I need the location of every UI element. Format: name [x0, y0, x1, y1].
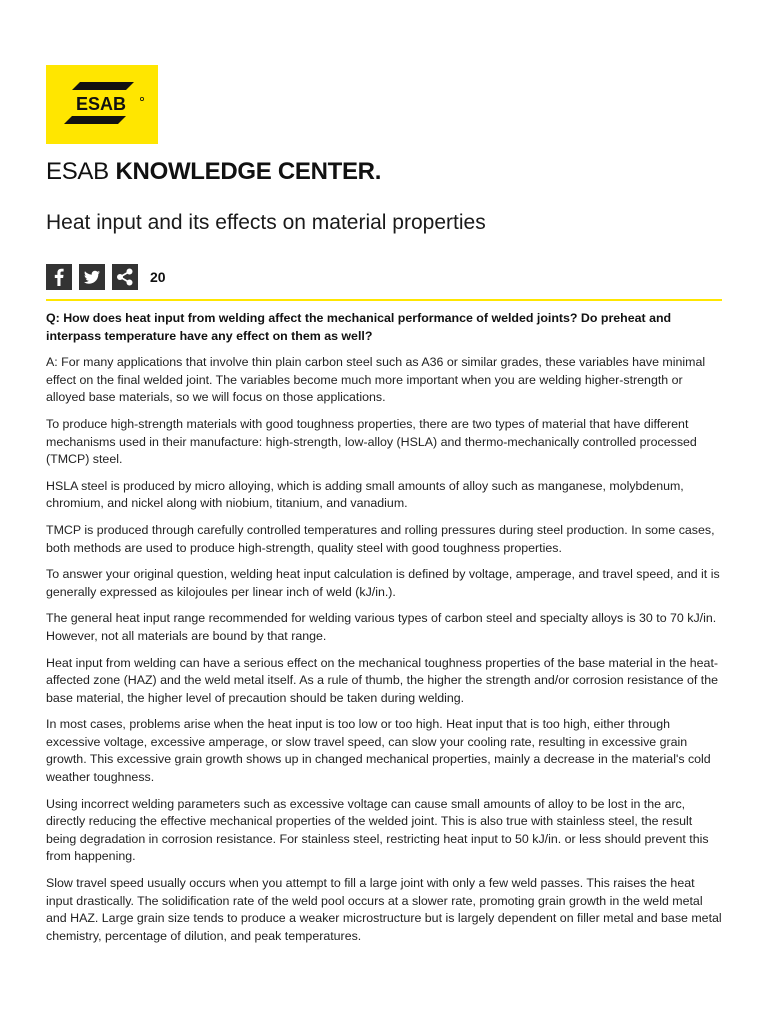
facebook-share-button[interactable] [46, 264, 72, 290]
body-paragraph: HSLA steel is produced by micro alloying, which is adding small amounts of alloy such as manganese, molybdenum, chromium, and nickel along with niobium, titanium, and vanadium. [46, 478, 684, 511]
body-paragraph: Slow travel speed usually occurs when you attempt to fill a large joint with only a few weld passes. This raises the heat input drastically. The solidification rate of the weld pool occurs at a slower rate, promoting grain growth in the weld metal and HAZ. Large grain size tends to produce a weaker microstructure but is largely dependent on filler metal and base metal chemistry, percentage of dilution, and peak temperatures. [46, 876, 722, 943]
esab-logo-text: ESAB [75, 94, 127, 114]
answer-paragraph: A: For many applications that involve thin plain carbon steel such as A36 or similar grades, these variables have minimal effect on the final welded joint. The variables become much more important when you are welding higher-strength or alloyed base materials, so we will focus on those applications. [46, 355, 706, 405]
yellow-divider [46, 299, 722, 301]
knowledge-center-heading: KNOWLEDGE CENTER. [115, 158, 382, 185]
body-paragraph: To answer your original question, welding heat input calculation is defined by voltage, amperage, and travel speed, and it is generally expressed as kilojoules per linear inch of weld (kJ/in.). [46, 567, 720, 599]
knowledge-center-prefix: ESAB [46, 158, 109, 185]
twitter-share-button[interactable] [79, 264, 105, 290]
body-paragraph: In most cases, problems arise when the heat input is too low or too high. Heat input that is too high, either through excessive voltage, excessive amperage, or slow travel speed, can slow your cooling rate, resulting in excessive grain growth. This excessive grain growth shows up in changed mechanical properties, mainly a decrease in the material's cold weather toughness. [46, 717, 711, 785]
body-paragraph: TMCP is produced through carefully controlled temperatures and rolling pressures during steel production. In some cases, both methods are used to produce high-strength, quality steel with good toughness properties. [46, 522, 715, 555]
article-body [46, 310, 722, 954]
facebook-icon [46, 264, 72, 290]
share-bar [46, 264, 166, 290]
share-icon [112, 264, 138, 290]
article-title: Heat input and its effects on material properties [46, 211, 486, 234]
knowledge-center-title [46, 156, 381, 188]
esab-logo[interactable] [46, 65, 158, 144]
body-paragraph: The general heat input range recommended for welding various types of carbon steel and specialty alloys is 30 to 70 kJ/in. However, not all materials are bound by that range. [46, 611, 717, 643]
twitter-icon [79, 264, 105, 290]
body-paragraph: Heat input from welding can have a serious effect on the mechanical toughness properties of the base material in the heat-affected zone (HAZ) and the weld metal itself. As a rule of thumb, the higher the strength and/or corrosion resistance of the base material, the higher level of precaution should be taken during welding. [46, 655, 719, 705]
body-paragraph: To produce high-strength materials with good toughness properties, there are two types of material that have different mechanisms used in their manufacture: high-strength, low-alloy (HSLA) and thermo-mechanically controlled processed (TMCP) steel. [46, 416, 697, 467]
question-paragraph: Q: How does heat input from welding affect the mechanical performance of welded joints? Do preheat and interpass temperature have any effect on them as well? [46, 311, 672, 343]
share-count: 20 [150, 269, 166, 285]
body-paragraph: Using incorrect welding parameters such as excessive voltage can cause small amounts of alloy to be lost in the arc, directly reducing the effective mechanical properties of the welded joint. This is also true with stainless steel, the result being degradation in corrosion resistance. For stainless steel, restricting heat input to 50 kJ/in. or less should prevent this from happening. [46, 796, 709, 864]
share-button[interactable] [112, 264, 138, 290]
esab-logo-mark [46, 65, 158, 144]
